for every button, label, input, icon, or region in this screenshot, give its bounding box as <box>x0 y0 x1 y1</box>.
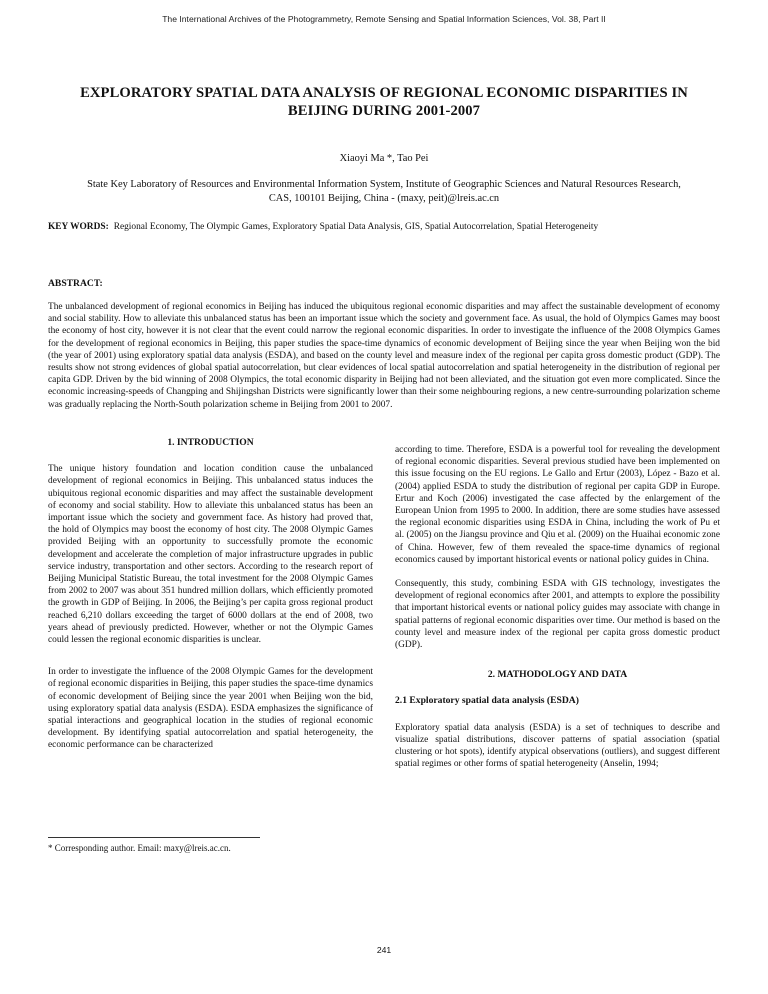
footnote-rule <box>48 837 260 838</box>
paper-title: EXPLORATORY SPATIAL DATA ANALYSIS OF REGIONAL ECONOMIC DISPARITIES IN BEIJING DURING 2001-2007 <box>80 85 688 119</box>
paper-affiliation: State Key Laboratory of Resources and Environmental Information System, Institute of Geographic Sciences and Natural Resources Research, CAS, 100101 Beijing, China - (maxy, peit)@lreis.ac.cn <box>87 179 681 204</box>
abstract-heading: ABSTRACT: <box>48 278 103 289</box>
paper-authors: Xiaoyi Ma *, Tao Pei <box>339 153 429 164</box>
esda-paragraph-1: Exploratory spatial data analysis (ESDA) is a set of techniques to describe and visualize spatial distributions, discover patterns of spatial association (spatial clustering or hot spots), identify atypical observations (outliers), and suggest different spatial regimes or other forms of spatial heterogeneity (Anselin, 1994; <box>395 722 720 770</box>
section-heading-introduction: 1. INTRODUCTION <box>167 437 254 448</box>
abstract-text: The unbalanced development of regional economics in Beijing has induced the ubiquitous regional economic disparities and may affect the sustainable development of economy and social stability. How to alleviate this unbalanced status has been an important issue which the society and government face. As usual, the hold of Olympics Games may boost the economy of host city, however it is not clear that the event could narrow the regional economic disparities. In order to investigate the influence of the 2008 Olympics Games for the development of regional economics in Beijing, this paper studies the space-time dynamics of economic development of Beijing since the year when Beijing won the bid (the year of 2001) using exploratory spatial data analysis (ESDA), and based on the county level and measure index of the regional per capita gross domestic product (GDP). The results show not strong evidences of global spatial autocorrelation, but clear evidences of local spatial autocorrelation and spatial heterogeneity in the distribution of regional per capita GDP. Driven by the bid winning of 2008 Olympics, the total economic disparity in Beijing had not been alleviated, and the situation got even more complicated. Since the economic increasing-speeds of Changping and Shijingshan Districts were significantly lower than their some neighbouring regions, a new centre-surrounding polarization scheme was gradually replacing the North-South polarization scheme in Beijing from 2001 to 2007. <box>48 302 720 410</box>
keywords-label: KEY WORDS: <box>48 222 109 232</box>
running-header: The International Archives of the Photogrammetry, Remote Sensing and Spatial Information Sciences, Vol. 38, Part II <box>162 14 606 24</box>
right-column <box>395 444 720 782</box>
intro-paragraph-1: The unique history foundation and location condition cause the unbalanced development of regional economics in Beijing. This unbalanced status induces the ubiquitous regional economic disparities and may affect the sustainable development of economy and social stability. How to alleviate this unbalanced status has been an important issue which the society and government face. As history had proved that, the hold of Olympics may boost the economy of host city. The 2008 Olympic Games provided Beijing with an opportunity to successfully promote the economic development and accelerate the completion of major infrastructure upgrades in public service industry, transportation and other sectors. According to the research report of Beijing Municipal Statistic Bureau, the total investment for the 2008 Olympic Games from 2002 to 2007 was about 351 hundred million dollars, which efficiently promoted the growth in GDP of Beijing. In 2006, the Beijing’s per capita gross regional product reached 6,210 dollars exceeding the target of 6000 dollars at the end of 2008, two years ahead of previously predicted. However, whether or not the Olympic Games could lessen the regional economic disparities is unclear. <box>48 464 373 646</box>
footnote-corresponding-author: * Corresponding author. Email: maxy@lreis.ac.cn. <box>48 843 231 853</box>
page-number: 241 <box>376 945 392 955</box>
intro-paragraph-2: In order to investigate the influence of the 2008 Olympic Games for the development of regional economic disparities in Beijing, this paper studies the space-time dynamics of economic development of Beijing since the year 2001 when Beijing won the bid, using exploratory spatial data analysis (ESDA). ESDA emphasizes the significance of spatial interactions and geographical location in the studies of regional economic development. By identifying spatial autocorrelation and spatial heterogeneity, the economic performance can be characterized <box>48 667 373 751</box>
left-column <box>48 437 373 764</box>
keywords-block <box>48 221 720 233</box>
section-heading-methodology: 2. MATHODOLOGY AND DATA <box>487 669 628 681</box>
keywords-text: Regional Economy, The Olympic Games, Exploratory Spatial Data Analysis, GIS, Spatial Autocorrelation, Spatial Heterogeneity <box>113 222 599 232</box>
intro-paragraph-3: according to time. Therefore, ESDA is a powerful tool for revealing the development of regional economic disparities. Several previous studied have been implemented on this issue focusing on the EU regions. Le Gallo and Ertur (2003), López - Bazo et al. (2004) applied ESDA to study the distribution of regional per capita GDP in Europe. Ertur and Koch (2006) investigated the case affected by the enlargement of the European Union from 1995 to 2000. In addition, there are some studies have assessed the regional economic disparities using ESDA in China, including the work of Pu et al. (2005) on the Jiangsu province and Qiu et al. (2009) on the Huaihai economic zone of China. However, few of them revealed the space-time dynamics of regional economics caused by important historical events or national policy guides in China. <box>395 445 720 565</box>
intro-paragraph-4: Consequently, this study, combining ESDA with GIS technology, investigates the development of regional economics after 2001, and attempts to explore the possibility that important historical events or national policy guides may associate with change in spatial patterns of regional economic disparities over time. Our method is based on the county level and measure index of the regional per capita gross domestic product (GDP). <box>395 579 720 651</box>
subsection-heading-esda: 2.1 Exploratory spatial data analysis (ESDA) <box>395 695 579 707</box>
